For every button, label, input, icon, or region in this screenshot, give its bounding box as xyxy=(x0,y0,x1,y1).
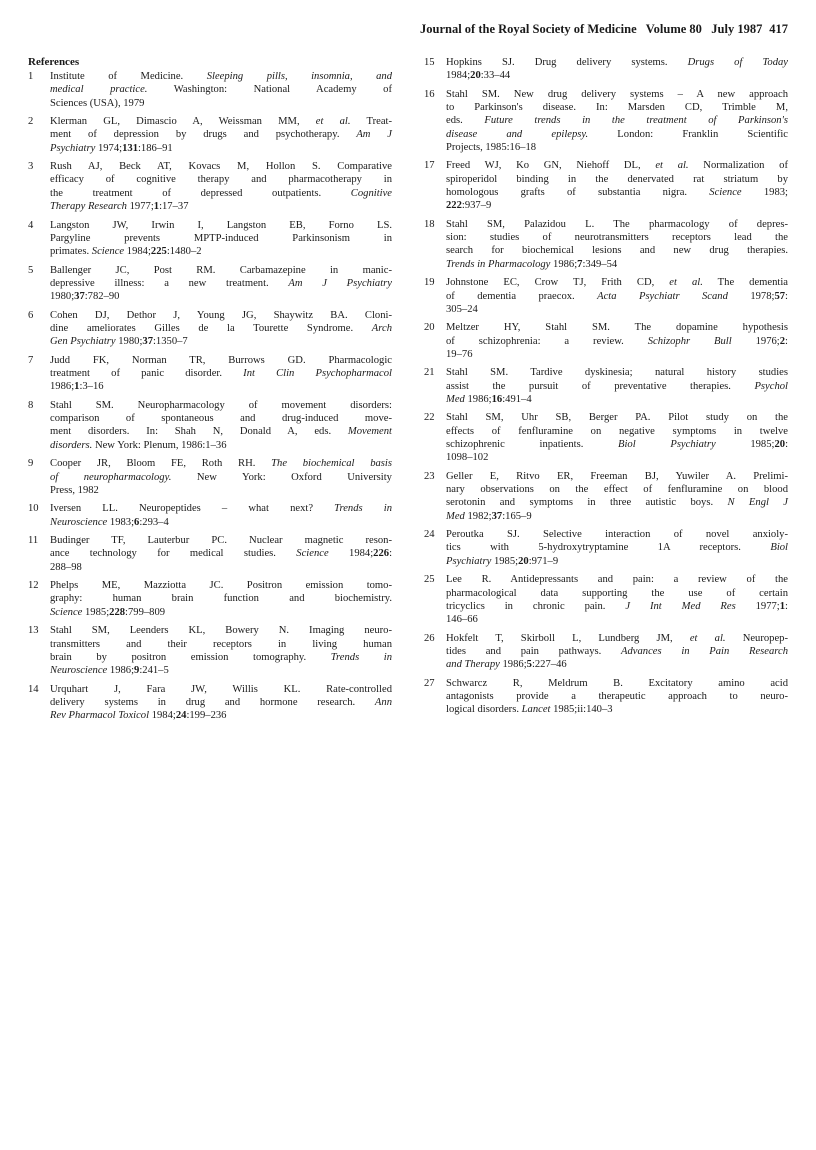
reference-line: ance technology for medical studies. Science 1984;226: xyxy=(50,548,393,560)
reference-line: Ballenger JC, Post RM. Carbamazepine in manic- xyxy=(50,264,392,276)
reference-number: 20 xyxy=(424,322,435,334)
reference-number: 17 xyxy=(424,160,435,172)
reference-line: ment disorders. In: Shah N, Donald A, eds. Movement xyxy=(50,426,392,438)
reference-number: 24 xyxy=(424,529,435,541)
reference-item xyxy=(28,534,392,574)
reference-item xyxy=(28,354,392,394)
reference-line: Cooper JR, Bloom FE, Roth RH. The biochemical basis xyxy=(50,458,392,470)
reference-line: Neuroscience 1983;6:293–4 xyxy=(50,516,169,528)
references-column-right xyxy=(424,56,788,722)
reference-line: and Therapy 1986;5:227–46 xyxy=(446,659,567,671)
reference-item xyxy=(28,502,392,529)
reference-line: treatment of panic disorder. Int Clin Psychopharmacol xyxy=(50,368,392,380)
running-header xyxy=(420,22,788,38)
reference-line: Gen Psychiatry 1980;37:1350–7 xyxy=(50,336,188,348)
reference-line: spiroperidol binding in the denervated rat striatum by xyxy=(446,173,788,185)
journal-title: Journal of the Royal Society of Medicine Volume 80 July 1987 xyxy=(420,22,763,36)
reference-line: Stahl SM, Palazidou L. The pharmacology of depres- xyxy=(446,218,788,230)
reference-number: 10 xyxy=(28,503,39,515)
reference-line: ment of depression by drugs and psychotherapy. Am J xyxy=(50,129,392,141)
reference-number: 4 xyxy=(28,219,34,231)
reference-line: 222:937–9 xyxy=(446,200,492,212)
reference-line: Med 1986;16:491–4 xyxy=(446,393,532,405)
reference-number: 12 xyxy=(28,580,39,592)
reference-line: 305–24 xyxy=(446,303,478,315)
reference-item xyxy=(424,218,788,271)
reference-item xyxy=(424,632,788,672)
reference-item xyxy=(424,528,788,568)
reference-line: comparison of spontaneous and drug-induced move- xyxy=(50,413,392,425)
reference-line: Pargyline prevents MPTP-induced Parkinsonism in xyxy=(50,232,392,244)
reference-item xyxy=(424,573,788,626)
reference-line: antagonists provide a therapeutic approach to neuro- xyxy=(446,691,788,703)
reference-line: Stahl SM. Neuropharmacology of movement disorders: xyxy=(50,399,392,411)
reference-line: Stahl SM, Uhr SB, Berger PA. Pilot study on the xyxy=(446,412,788,424)
reference-item xyxy=(424,411,788,464)
reference-line: dine ameliorates Gilles de la Tourette Syndrome. Arch xyxy=(50,322,392,334)
reference-line: Cohen DJ, Dethor J, Young JG, Shaywitz BA. Cloni- xyxy=(50,309,392,321)
reference-item xyxy=(28,264,392,304)
reference-line: Iversen LL. Neuropeptides – what next? Trends in xyxy=(50,503,392,515)
reference-line: sion: studies of neurotransmitters receptors lead the xyxy=(446,232,788,244)
references-column-left xyxy=(28,56,392,728)
reference-number: 1 xyxy=(28,71,34,82)
reference-line: Institute of Medicine. Sleeping pills, insomnia, and xyxy=(50,71,392,82)
reference-item xyxy=(424,276,788,316)
reference-item xyxy=(424,470,788,523)
reference-line: Peroutka SJ. Selective interaction of novel anxioly- xyxy=(446,529,788,541)
reference-item xyxy=(28,70,392,110)
reference-item xyxy=(28,683,392,723)
reference-number: 9 xyxy=(28,458,34,470)
reference-number: 11 xyxy=(28,535,39,547)
reference-item xyxy=(28,219,392,259)
reference-line: tics with 5-hydroxytryptamine 1A receptors. Biol xyxy=(446,542,788,554)
reference-line: of schizophrenia: a review. Schizophr Bull 1976;2: xyxy=(446,335,788,347)
reference-line: disorders. New York: Plenum, 1986:1–36 xyxy=(50,439,227,451)
reference-number: 19 xyxy=(424,277,435,289)
reference-line: graphy: human brain function and biochemistry. xyxy=(50,593,392,605)
reference-line: Rush AJ, Beck AT, Kovacs M, Hollon S. Comparative xyxy=(50,161,392,173)
reference-line: Hokfelt T, Skirboll L, Lundberg JM, et al. Neuropep- xyxy=(446,632,788,644)
reference-line: serotonin and symptoms in three autistic boys. N Engl J xyxy=(446,497,789,509)
reference-number: 25 xyxy=(424,574,435,586)
reference-line: Langston JW, Irwin I, Langston EB, Forno LS. xyxy=(50,219,392,231)
reference-item xyxy=(424,366,788,406)
reference-number: 3 xyxy=(28,161,34,173)
reference-line: effects of fenfluramine on negative symptoms in twelve xyxy=(446,425,788,437)
reference-number: 27 xyxy=(424,677,435,689)
reference-number: 8 xyxy=(28,399,34,411)
reference-line: Stahl SM. Tardive dyskinesia; natural history studies xyxy=(446,367,788,379)
reference-line: depressive illness: a new treatment. Am J Psychiatry xyxy=(50,277,392,289)
reference-line: medical practice. Washington: National Academy of xyxy=(50,84,392,96)
reference-item xyxy=(424,677,788,717)
reference-line: the treatment of depressed outpatients. Cognitive xyxy=(50,187,392,199)
reference-item xyxy=(424,159,788,212)
reference-number: 22 xyxy=(424,412,435,424)
reference-line: assist the pursuit of preventative therapies. Psychol xyxy=(446,380,788,392)
reference-number: 21 xyxy=(424,367,435,379)
reference-item xyxy=(28,624,392,677)
reference-line: Psychiatry 1985;20:971–9 xyxy=(446,555,559,567)
reference-number: 2 xyxy=(28,116,34,128)
reference-line: 146–66 xyxy=(446,614,478,626)
reference-line: eds. Future trends in the treatment of Parkinson's xyxy=(446,115,788,127)
reference-line: Urquhart J, Fara JW, Willis KL. Rate-controlled xyxy=(50,683,392,695)
reference-line: Med 1982;37:165–9 xyxy=(446,510,532,522)
reference-line: disease and epilepsy. London: Franklin Scientific xyxy=(446,128,788,140)
reference-number: 23 xyxy=(424,470,435,482)
reference-number: 6 xyxy=(28,309,34,321)
references-heading: References xyxy=(28,56,80,68)
reference-line: Meltzer HY, Stahl SM. The dopamine hypothesis xyxy=(446,322,788,334)
reference-line: Hopkins SJ. Drug delivery systems. Drugs of Today xyxy=(446,57,788,68)
reference-line: Rev Pharmacol Toxicol 1984;24:199–236 xyxy=(50,710,227,722)
reference-line: Press, 1982 xyxy=(50,484,99,496)
reference-number: 16 xyxy=(424,88,435,100)
reference-line: Phelps ME, Mazziotta JC. Positron emission tomo- xyxy=(50,580,392,592)
reference-line: Trends in Pharmacology 1986;7:349–54 xyxy=(446,258,618,270)
reference-item xyxy=(28,115,392,155)
reference-number: 7 xyxy=(28,354,34,366)
reference-number: 13 xyxy=(28,625,39,637)
reference-line: of neuropharmacology. New York: Oxford University xyxy=(50,471,392,483)
reference-line: Psychiatry 1974;131:186–91 xyxy=(50,142,173,154)
reference-line: logical disorders. Lancet 1985;ii:140–3 xyxy=(446,704,613,716)
reference-line: primates. Science 1984;225:1480–2 xyxy=(50,246,202,258)
reference-item xyxy=(28,579,392,619)
reference-line: Stahl SM. New drug delivery systems – A new approach xyxy=(446,88,788,100)
reference-line: 1986;1:3–16 xyxy=(50,381,104,393)
reference-line: brain by positron emission tomography. Trends in xyxy=(50,651,392,663)
reference-line: Lee R. Antidepressants and pain: a review of the xyxy=(446,574,788,586)
reference-number: 14 xyxy=(28,683,39,695)
reference-number: 5 xyxy=(28,264,34,276)
reference-line: Budinger TF, Lauterbur PC. Nuclear magnetic reson- xyxy=(50,535,392,547)
reference-item xyxy=(28,160,392,213)
reference-line: homologous grafts of substantia nigra. Science 1983; xyxy=(446,187,789,199)
reference-line: schizophrenic inpatients. Biol Psychiatry 1985;20: xyxy=(446,439,789,451)
reference-line: nary observations on the effect of fenfluramine on blood xyxy=(446,484,788,496)
reference-line: Freed WJ, Ko GN, Niehoff DL, et al. Normalization of xyxy=(446,160,789,172)
reference-item xyxy=(28,399,392,452)
reference-item xyxy=(424,56,788,83)
reference-line: of dementia praecox. Acta Psychiatr Scand 1978;57: xyxy=(446,290,788,302)
reference-line: efficacy of cognitive therapy and pharmacotherapy in xyxy=(50,174,392,186)
page-number: 417 xyxy=(769,22,788,36)
reference-item xyxy=(28,309,392,349)
reference-item xyxy=(28,457,392,497)
reference-line: Neuroscience 1986;9:241–5 xyxy=(50,665,169,677)
reference-line: Therapy Research 1977;1:17–37 xyxy=(50,201,189,213)
reference-item xyxy=(424,88,788,154)
reference-line: 1980;37:782–90 xyxy=(50,291,120,303)
reference-line: tides and pain pathways. Advances in Pain Research xyxy=(446,645,789,657)
reference-line: Science 1985;228:799–809 xyxy=(50,606,166,618)
reference-line: pharmacological data supporting the use of certain xyxy=(446,587,788,599)
reference-line: Stahl SM, Leenders KL, Bowery N. Imaging neuro- xyxy=(50,625,392,637)
reference-line: 288–98 xyxy=(50,561,82,573)
reference-line: tricyclics in chronic pain. J Int Med Res 1977;1: xyxy=(446,600,788,612)
reference-line: transmitters and their receptors in living human xyxy=(50,638,392,650)
reference-line: to Parkinson's disease. In: Marsden CD, Trimble M, xyxy=(446,102,788,114)
reference-line: 1984;20:33–44 xyxy=(446,70,511,82)
reference-line: 19–76 xyxy=(446,348,473,360)
reference-line: Schwarcz R, Meldrum B. Excitatory amino acid xyxy=(446,677,788,689)
reference-line: Klerman GL, Dimascio A, Weissman MM, et al. Treat- xyxy=(50,116,392,128)
reference-line: search for biochemical lesions and new drug therapies. xyxy=(446,245,788,257)
reference-line: Judd FK, Norman TR, Burrows GD. Pharmacologic xyxy=(50,354,392,366)
reference-line: Sciences (USA), 1979 xyxy=(50,97,145,109)
reference-item xyxy=(424,321,788,361)
reference-number: 26 xyxy=(424,632,435,644)
reference-line: 1098–102 xyxy=(446,452,489,464)
reference-line: Projects, 1985:16–18 xyxy=(446,141,537,153)
reference-number: 18 xyxy=(424,218,435,230)
reference-number: 15 xyxy=(424,57,435,68)
reference-line: delivery systems in drug and hormone research. Ann xyxy=(50,696,392,708)
reference-line: Geller E, Ritvo ER, Freeman BJ, Yuwiler A. Prelimi- xyxy=(446,470,788,482)
reference-line: Johnstone EC, Crow TJ, Frith CD, et al. The dementia xyxy=(446,277,788,289)
